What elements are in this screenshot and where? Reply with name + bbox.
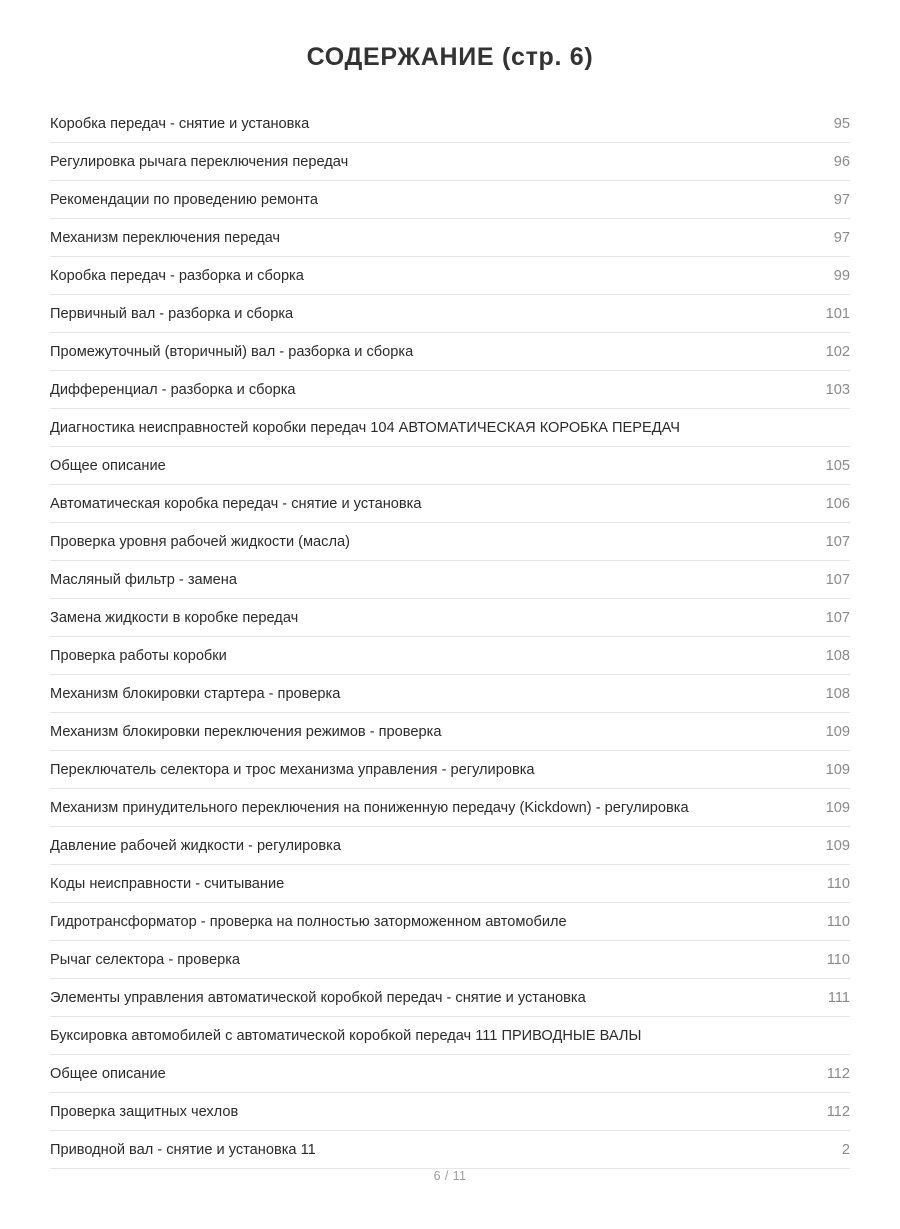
toc-entry-label: Общее описание [50, 1066, 166, 1082]
toc-entry[interactable] [50, 713, 850, 751]
toc-entry-page-number: 110 [826, 952, 850, 968]
toc-entry-label: Буксировка автомобилей с автоматической коробкой передач 111 ПРИВОДНЫЕ ВАЛЫ [50, 1028, 642, 1044]
toc-entry-page-number: 102 [825, 344, 850, 360]
toc-entry-label: Дифференциал - разборка и сборка [50, 382, 296, 398]
toc-entry[interactable] [50, 865, 850, 903]
toc-entry-page-number: 96 [833, 154, 850, 170]
toc-entry-page-number: 97 [833, 192, 850, 208]
toc-entry[interactable] [50, 333, 850, 371]
toc-entry-label: Рекомендации по проведению ремонта [50, 192, 318, 208]
toc-entry-page-number: 107 [825, 534, 850, 550]
toc-entry[interactable] [50, 675, 850, 713]
toc-entry[interactable] [50, 257, 850, 295]
toc-entry[interactable] [50, 485, 850, 523]
toc-entry-label: Механизм принудительного переключения на пониженную передачу (Kickdown) - регулировка [50, 800, 689, 816]
toc-entry[interactable] [50, 979, 850, 1017]
toc-entry-page-number: 110 [826, 914, 850, 930]
toc-entry[interactable] [50, 599, 850, 637]
toc-entry-label: Масляный фильтр - замена [50, 572, 237, 588]
toc-entry[interactable] [50, 409, 850, 447]
toc-entry-page-number: 109 [825, 724, 850, 740]
toc-entry-label: Коробка передач - снятие и установка [50, 116, 310, 132]
toc-entry[interactable] [50, 447, 850, 485]
toc-entry-page-number: 99 [833, 268, 850, 284]
toc-entry-page-number: 112 [826, 1066, 850, 1082]
toc-entry[interactable] [50, 751, 850, 789]
toc-entry-page-number: 101 [825, 306, 850, 322]
toc-entry-label: Первичный вал - разборка и сборка [50, 306, 294, 322]
toc-entry-label: Гидротрансформатор - проверка на полностью заторможенном автомобиле [50, 914, 567, 930]
toc-entry[interactable] [50, 219, 850, 257]
toc-entry-label: Проверка уровня рабочей жидкости (масла) [50, 534, 350, 550]
toc-entry-label: Общее описание [50, 458, 166, 474]
toc-entry[interactable] [50, 637, 850, 675]
toc-entry-label: Автоматическая коробка передач - снятие и установка [50, 496, 422, 512]
toc-entry[interactable] [50, 941, 850, 979]
toc-entry[interactable] [50, 105, 850, 143]
toc-entry-label: Переключатель селектора и трос механизма управления - регулировка [50, 762, 535, 778]
toc-entry-page-number: 107 [825, 572, 850, 588]
toc-entry[interactable] [50, 903, 850, 941]
toc-entry[interactable] [50, 523, 850, 561]
toc-entry[interactable] [50, 1017, 850, 1055]
toc-entry-page-number: 105 [825, 458, 850, 474]
toc-entry-label: Механизм блокировки переключения режимов - проверка [50, 724, 442, 740]
toc-entry-page-number: 111 [827, 990, 850, 1006]
toc-entry-page-number: 109 [825, 800, 850, 816]
toc-entry[interactable] [50, 789, 850, 827]
toc-entry-page-number: 2 [841, 1142, 850, 1158]
toc-entry-page-number: 106 [825, 496, 850, 512]
toc-entry[interactable] [50, 371, 850, 409]
toc-entry-page-number: 103 [825, 382, 850, 398]
toc-entry-page-number: 112 [826, 1104, 850, 1120]
toc-entry-page-number: 107 [825, 610, 850, 626]
toc-entry[interactable] [50, 561, 850, 599]
toc-entry-label: Рычаг селектора - проверка [50, 952, 241, 968]
toc-entry-label: Диагностика неисправностей коробки передач 104 АВТОМАТИЧЕСКАЯ КОРОБКА ПЕРЕДАЧ [50, 420, 680, 436]
toc-entry-page-number: 108 [825, 648, 850, 664]
toc-entry[interactable] [50, 827, 850, 865]
toc-entry-label: Коды неисправности - считывание [50, 876, 285, 892]
toc-entry[interactable] [50, 181, 850, 219]
toc-entry-label: Приводной вал - снятие и установка 11 [50, 1142, 316, 1158]
toc-entry-page-number: 109 [825, 838, 850, 854]
toc-entry-label: Давление рабочей жидкости - регулировка [50, 838, 341, 854]
toc-entry-label: Механизм переключения передач [50, 230, 281, 246]
toc-entry-page-number: 97 [833, 230, 850, 246]
toc-entry-page-number: 108 [825, 686, 850, 702]
page-footer: 6 / 11 [433, 1169, 467, 1183]
toc-entry-page-number: 109 [825, 762, 850, 778]
toc-entry-page-number: 95 [833, 116, 850, 132]
toc-entry-label: Регулировка рычага переключения передач [50, 154, 349, 170]
toc-entry[interactable] [50, 295, 850, 333]
toc-entry-label: Механизм блокировки стартера - проверка [50, 686, 341, 702]
toc-entry-label: Коробка передач - разборка и сборка [50, 268, 304, 284]
toc-entry-label: Промежуточный (вторичный) вал - разборка и сборка [50, 344, 414, 360]
toc-entry-label: Проверка работы коробки [50, 648, 227, 664]
toc-entry[interactable] [50, 1131, 850, 1169]
toc-entry[interactable] [50, 1093, 850, 1131]
toc-entry[interactable] [50, 143, 850, 181]
toc-entry-label: Элементы управления автоматической коробкой передач - снятие и установка [50, 990, 586, 1006]
toc-entry-label: Замена жидкости в коробке передач [50, 610, 299, 626]
toc-entry[interactable] [50, 1055, 850, 1093]
toc-entry-page-number: 110 [826, 876, 850, 892]
page-title: СОДЕРЖАНИЕ (стр. 6) [306, 43, 594, 71]
toc-entry-label: Проверка защитных чехлов [50, 1104, 239, 1120]
table-of-contents [50, 105, 850, 1169]
